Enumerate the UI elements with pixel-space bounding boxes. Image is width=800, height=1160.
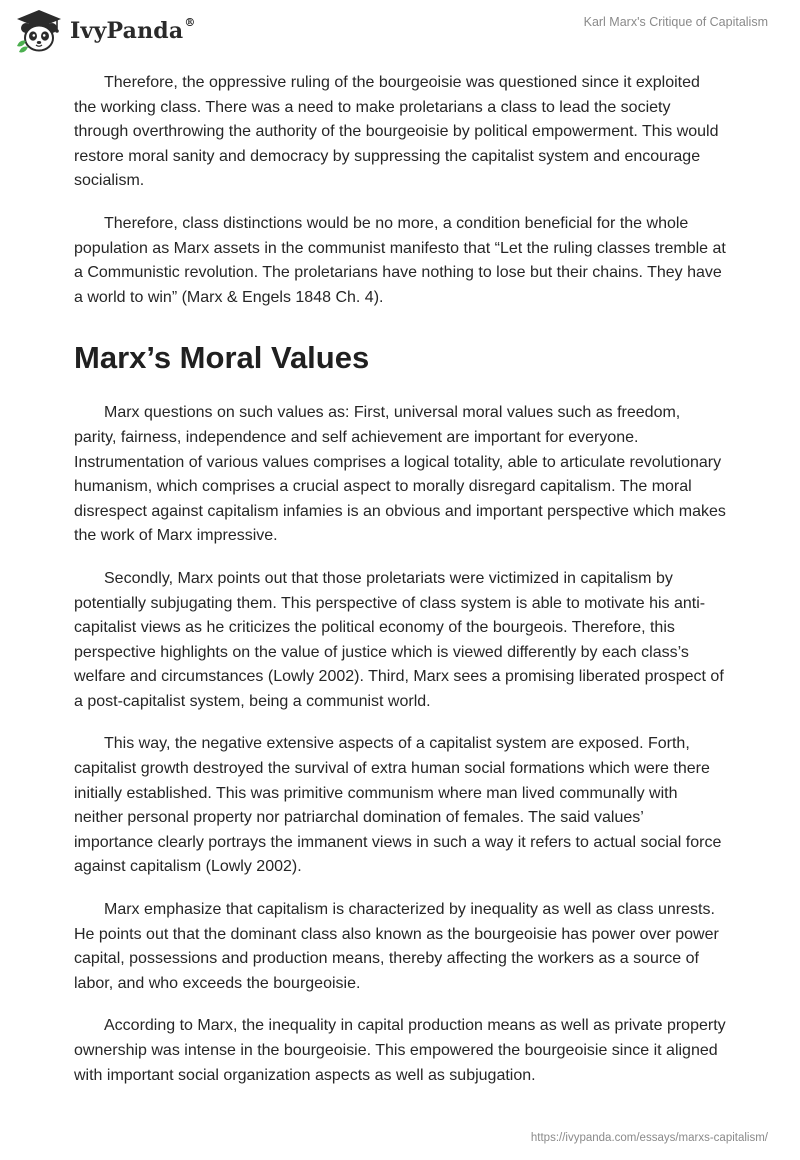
- paragraph: Marx questions on such values as: First, universal moral values such as freedom, parity, fairness, independence and self achievement are important for everyone. Instrumentation of various values comprises a logical totality, able to articulate revolutionary humanism, which comprises a crucial aspect to morally disregard capitalism. The moral disrespect against capitalism infamies is an obvious and important perspective which makes the work of Marx impressive.: [74, 404, 726, 545]
- paragraph: Therefore, class distinctions would be no more, a condition beneficial for the whole population as Marx assets in the communist manifesto that “Let the ruling classes tremble at a Communistic revolution. The proletarians have nothing to lose but their chains. They have a world to win” (Marx & Engels 1848 Ch. 4).: [74, 214, 726, 306]
- page-header: [0, 0, 800, 64]
- brand-logo[interactable]: [14, 8, 196, 54]
- paragraph: According to Marx, the inequality in capital production means as well as private property ownership was intense in the bourgeoisie. This empowered the bourgeoisie since it aligned with important social organization aspects as well as subjugation.: [74, 1017, 726, 1084]
- source-url[interactable]: https://ivypanda.com/essays/marxs-capitalism/: [530, 1132, 768, 1144]
- paragraph: Marx emphasize that capitalism is characterized by inequality as well as class unrests. He points out that the dominant class also known as the bourgeoisie has power over power capital, possessions and production means, thereby affecting the workers as a source of labor, and who exceeds the bourgeoisie.: [74, 901, 719, 992]
- paragraph: Secondly, Marx points out that those proletariats were victimized in capitalism by potentially subjugating them. This perspective of class system is able to motivate his anti-capitalist views as he criticizes the political economy of the bourgeois. Therefore, this perspective highlights on the value of justice which is viewed differently by each class’s welfare and circumstances (Lowly 2002). Third, Marx sees a promising liberated prospect of a post-capitalist system, being a communist world.: [74, 569, 724, 710]
- brand-name: IvyPanda®: [70, 16, 196, 44]
- paragraph: This way, the negative extensive aspects of a capitalist system are exposed. Forth, capitalist growth destroyed the survival of extra human social formations which were there initially established. This was primitive communism where man lived communally with neither personal property nor patriarchal domination of females. The said values’ importance clearly portrays the immanent views in such a way it refers to actual social force against capitalism (Lowly 2002).: [74, 735, 722, 876]
- panda-graduate-icon: [14, 8, 64, 54]
- section-heading: Marx’s Moral Values: [74, 340, 370, 376]
- article-body: [74, 71, 726, 1106]
- paragraph: Therefore, the oppressive ruling of the bourgeoisie was questioned since it exploited the working class. There was a need to make proletarians a class to lead the society through overthrowing the authority of the bourgeoisie by political empowerment. This would restore moral sanity and democracy by suppressing the capitalist system and encourage socialism.: [74, 74, 719, 190]
- document-title: Karl Marx's Critique of Capitalism: [583, 15, 768, 29]
